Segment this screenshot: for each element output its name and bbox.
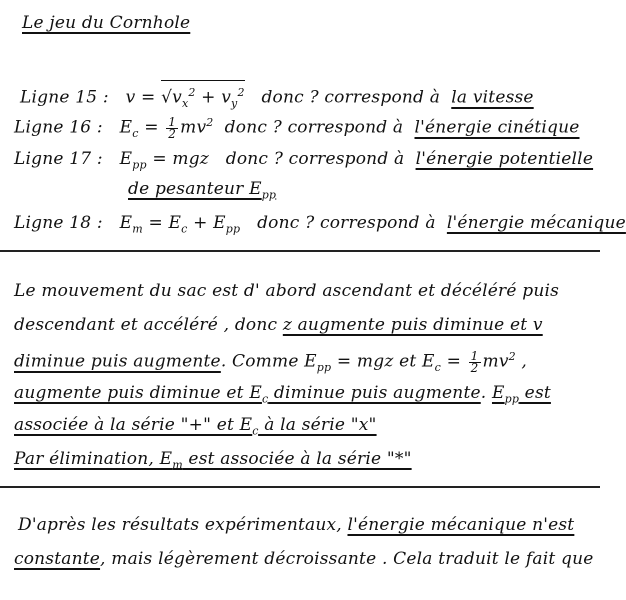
paragraph-1-line-1: Le mouvement du sac est d' abord ascendant et décéléré puis [14, 281, 560, 301]
line-15-label: Ligne 15 : [20, 87, 109, 108]
line-17-answer: l'énergie potentielle [415, 149, 594, 169]
line-18-text: donc ? correspond à [257, 213, 436, 233]
paragraph-1-line-3: diminue puis augmente. Comme $E_{pp}$ = mgz et $E_c$ = $\frac{1}{2}$ $mv^2$ , [14, 348, 528, 375]
paragraph-2-line-2: constante, mais légèrement décroissante . Cela traduit le fait que [14, 549, 594, 569]
line-15-formula-prefix: v = [125, 87, 156, 108]
line-17: Ligne 17 : $E_{pp}$ = mgz donc ? correspond à l'énergie potentielle [14, 149, 594, 172]
paragraph-1-line-4: augmente puis diminue et $E_c$ diminue puis augmente. $E_{pp}$ est [14, 383, 551, 406]
line-16-label: Ligne 16 : [14, 117, 103, 138]
line-18-label: Ligne 18 : [14, 213, 103, 233]
line-17-text: donc ? correspond à [225, 149, 405, 169]
line-17-answer-continuation: de pesanteur $E_{pp}$ [128, 179, 277, 202]
paragraph-1-line-2: descendant et accéléré , donc z augmente puis diminue et v [14, 315, 543, 335]
line-18-formula-e: E [119, 213, 133, 233]
line-16-text: donc ? correspond à [224, 117, 404, 138]
section-divider-2 [0, 486, 600, 488]
line-16-answer: l'énergie cinétique [414, 117, 580, 138]
page-title: Le jeu du Cornhole [22, 13, 191, 33]
section-divider [0, 250, 600, 252]
line-15-answer: la vitesse [451, 87, 534, 108]
line-18-answer: l'énergie mécanique [446, 213, 626, 233]
line-18: Ligne 18 : $E_m = E_c + E_{pp}$ donc ? correspond à l'énergie mécanique [14, 213, 626, 236]
line-16: Ligne 16 : $E_c$ = $\frac{1}{2}$ $mv^2$ donc ? correspond à l'énergie cinétique [14, 114, 580, 141]
paragraph-1-line-5: associée à la série "+" et $E_c$ à la série "x" [14, 415, 377, 438]
line-17-label: Ligne 17 : [14, 149, 103, 169]
paragraph-2-line-1: D'après les résultats expérimentaux, l'énergie mécanique n'est [18, 515, 575, 535]
line-15-sqrt: $√v_x^2 + v_y^2$ [161, 80, 245, 115]
line-15-text: donc ? correspond à [261, 87, 441, 108]
line-16-formula-e: E [119, 117, 133, 138]
line-17-formula-e: E [119, 149, 133, 169]
line-16-fraction: $\frac{1}{2}$ [168, 114, 177, 141]
paragraph-1-fraction: $\frac{1}{2}$ [470, 348, 479, 375]
paragraph-1-line-6: Par élimination, $E_m$ est associée à la série "*" [14, 449, 412, 472]
line-15 [20, 80, 534, 115]
